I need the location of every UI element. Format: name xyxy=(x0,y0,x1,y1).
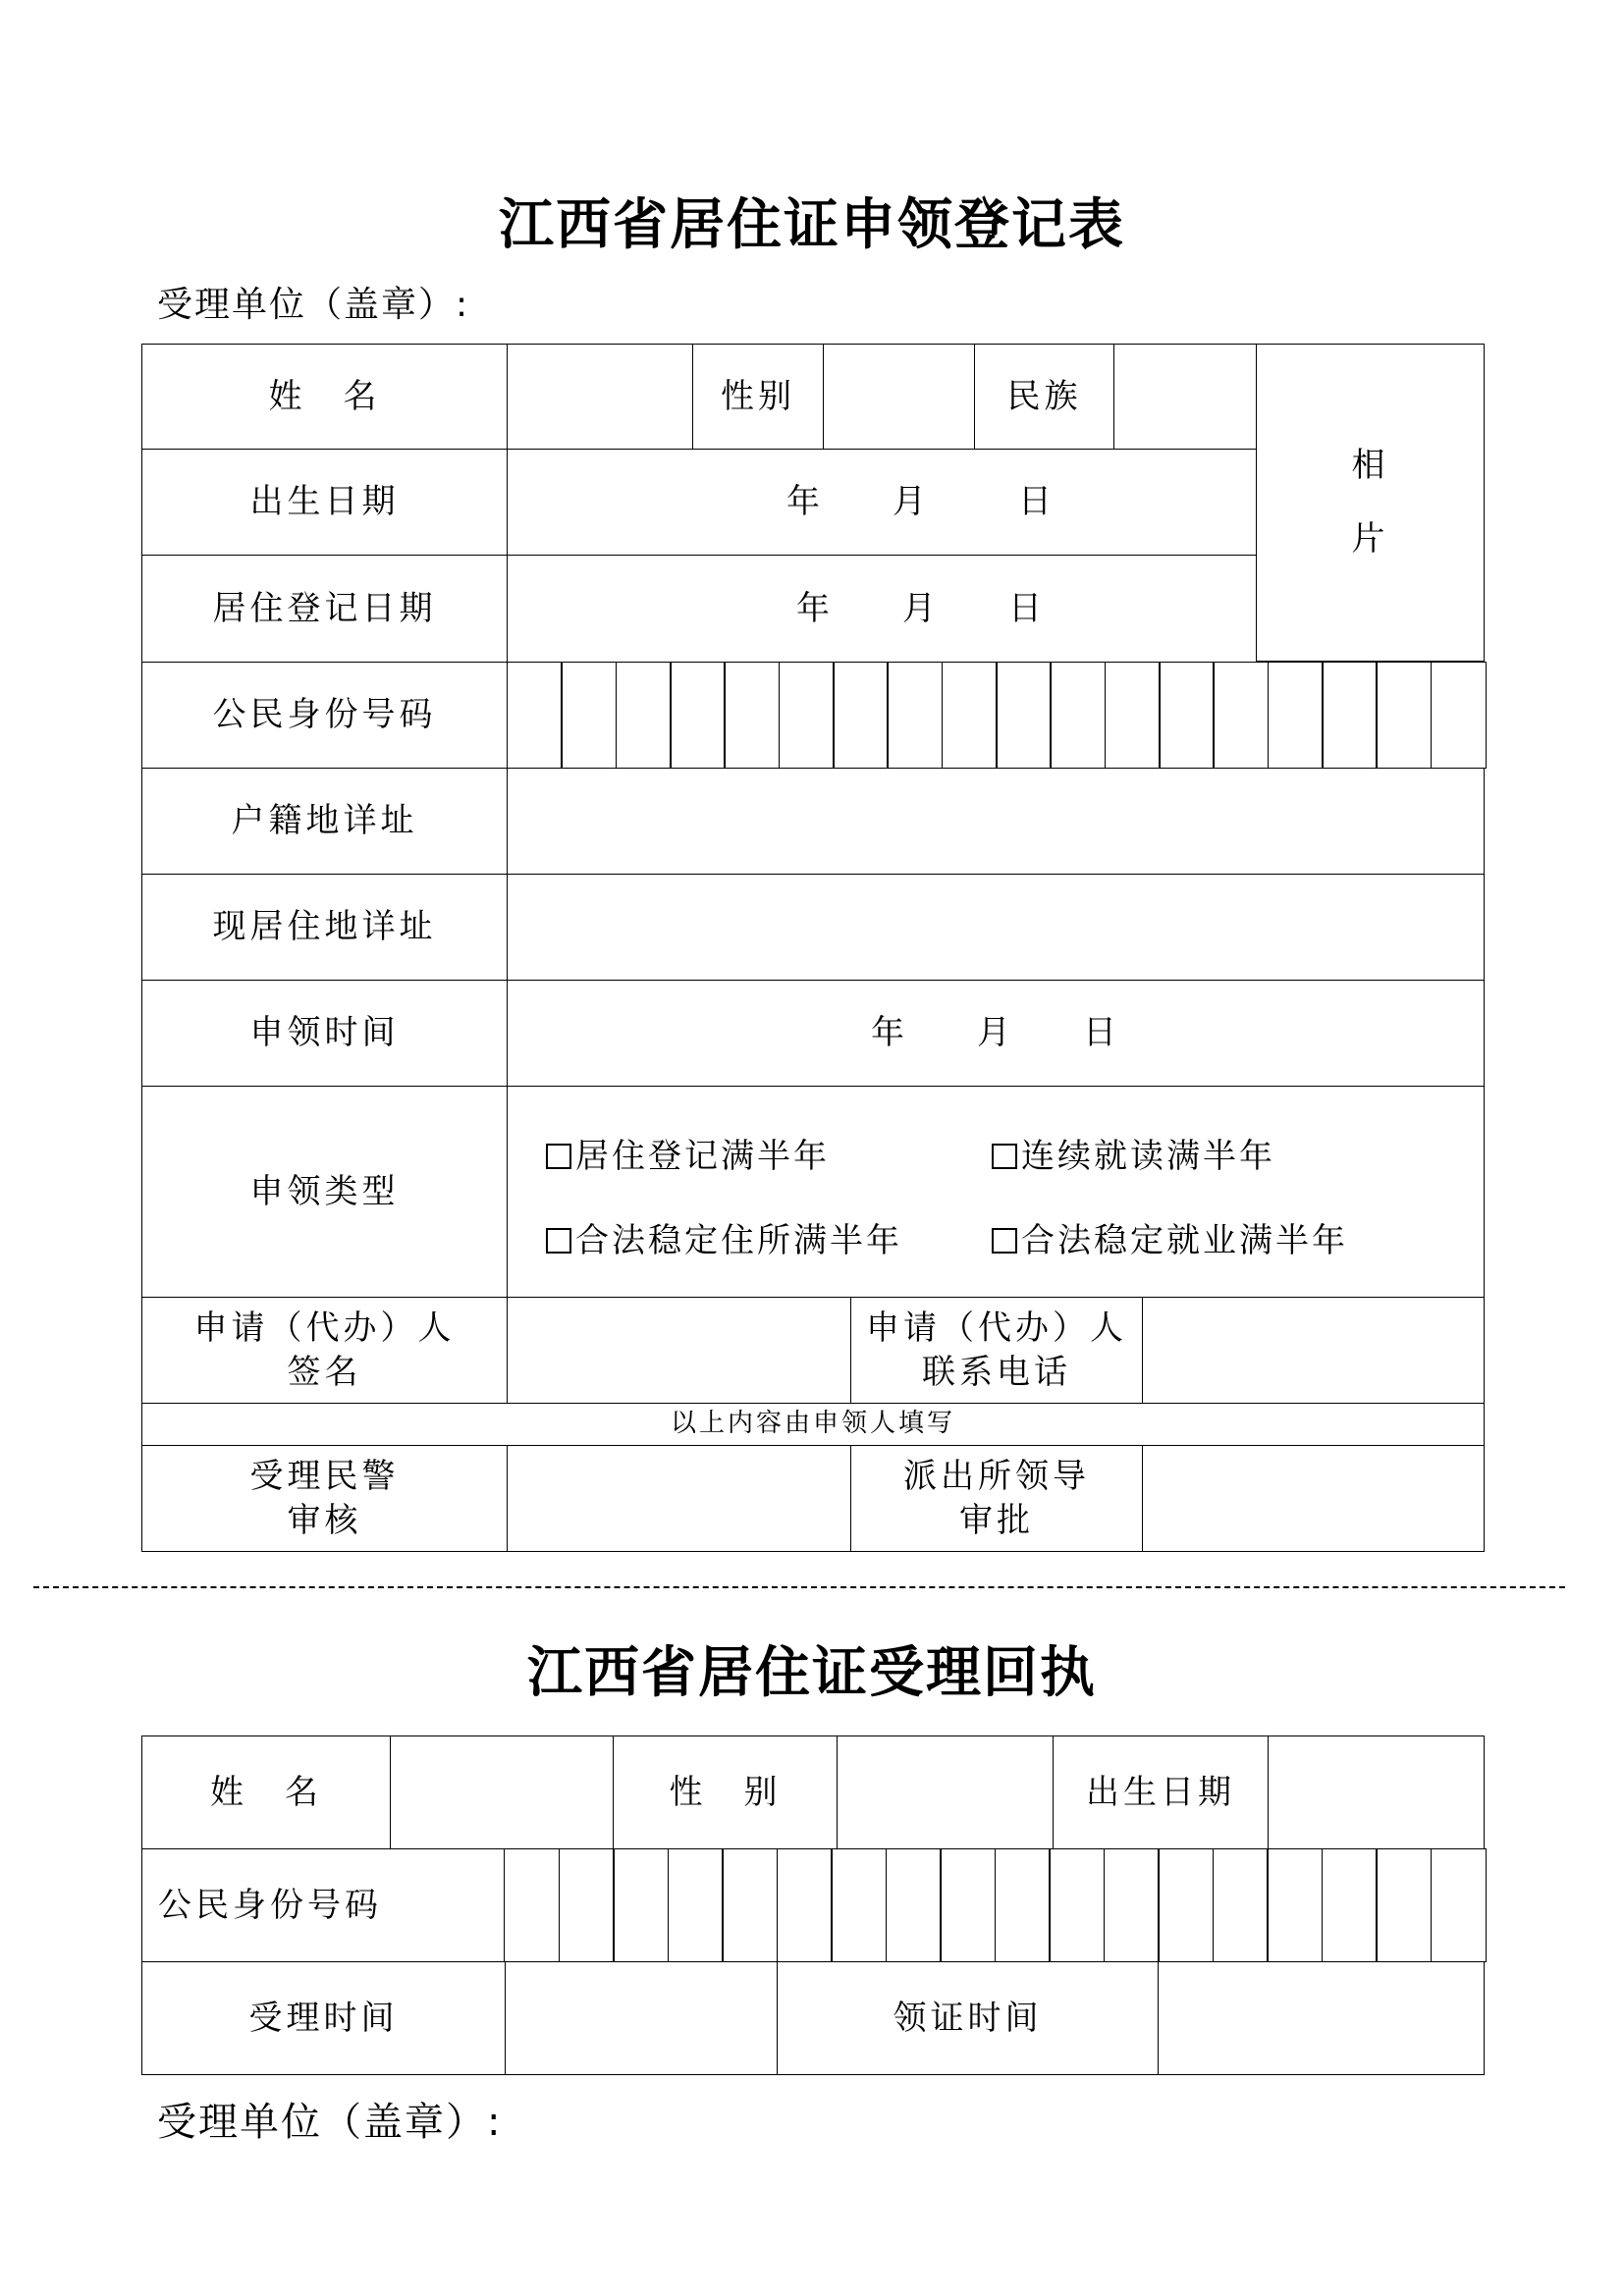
name-label: 姓 名 xyxy=(268,376,381,416)
current-addr-input[interactable] xyxy=(507,874,1485,981)
collect-time-label: 领证时间 xyxy=(893,1998,1043,2038)
id-digit-box[interactable] xyxy=(942,662,998,769)
officer-label-line1: 受理民警 xyxy=(249,1457,400,1497)
receipt-birth-label-cell xyxy=(1053,1735,1269,1849)
receipt-id-digit-row[interactable] xyxy=(504,1848,1485,1962)
receipt-name-label: 姓 名 xyxy=(210,1772,322,1812)
apply-time-input[interactable] xyxy=(507,980,1485,1087)
applicant-sign-label-cell xyxy=(141,1297,508,1404)
officer-label-cell xyxy=(141,1445,508,1552)
id-digit-box[interactable] xyxy=(722,1848,778,1962)
ethnicity-label-cell xyxy=(974,344,1114,450)
id-digit-box[interactable] xyxy=(940,1848,996,1962)
accept-time-input[interactable] xyxy=(505,1961,778,2075)
id-digit-box[interactable] xyxy=(1050,662,1106,769)
gender-input[interactable] xyxy=(823,344,975,450)
id-digit-box[interactable] xyxy=(504,1848,560,1962)
receipt-id-label: 公民身份号码 xyxy=(158,1885,382,1925)
id-digit-box[interactable] xyxy=(1159,662,1215,769)
officer-label-line2: 审核 xyxy=(287,1500,362,1540)
apply-type-label: 申领类型 xyxy=(249,1171,400,1211)
ethnicity-input[interactable] xyxy=(1113,344,1257,450)
birth-year-label: 年 xyxy=(786,482,824,522)
id-digit-box[interactable] xyxy=(777,1848,833,1962)
id-digit-row[interactable] xyxy=(507,662,1485,769)
apply-time-label-cell xyxy=(141,980,508,1087)
id-digit-box[interactable] xyxy=(670,662,726,769)
residence-month-label: 月 xyxy=(902,588,940,628)
id-digit-box[interactable] xyxy=(1268,662,1324,769)
receipt-id-label-cell xyxy=(141,1848,505,1962)
accept-time-label-cell xyxy=(141,1961,506,2075)
form2-unit-label: 受理单位（盖章）: xyxy=(157,2100,503,2145)
applicant-sign-label-line2: 签名 xyxy=(287,1352,362,1392)
leader-label-line1: 派出所领导 xyxy=(903,1457,1090,1497)
id-digit-box[interactable] xyxy=(668,1848,724,1962)
form-note: 以上内容由申领人填写 xyxy=(670,1409,955,1439)
name-input[interactable] xyxy=(507,344,693,450)
id-digit-box[interactable] xyxy=(1104,1848,1160,1962)
checkbox[interactable] xyxy=(546,1144,571,1169)
applicant-phone-input[interactable] xyxy=(1142,1297,1485,1404)
option-label: 居住登记满半年 xyxy=(575,1137,830,1176)
form2-title: 江西省居住证受理回执 xyxy=(527,1640,1097,1705)
residence-year-label: 年 xyxy=(796,588,834,628)
option-label: 合法稳定就业满半年 xyxy=(1021,1221,1348,1260)
gender-label-cell xyxy=(692,344,824,450)
apply-month-label: 月 xyxy=(977,1013,1014,1053)
receipt-gender-label: 性 别 xyxy=(669,1772,782,1812)
id-digit-box[interactable] xyxy=(1431,1848,1487,1962)
checkbox[interactable] xyxy=(992,1228,1017,1254)
residence-reg-label-cell xyxy=(141,555,508,663)
id-digit-box[interactable] xyxy=(559,1848,615,1962)
applicant-sign-input[interactable] xyxy=(507,1297,851,1404)
id-digit-box[interactable] xyxy=(1049,1848,1105,1962)
birth-date-input[interactable] xyxy=(507,449,1257,556)
receipt-gender-input[interactable] xyxy=(837,1735,1054,1849)
option-continuous-study[interactable] xyxy=(992,1129,1275,1177)
form-note-cell xyxy=(141,1403,1485,1446)
form1-unit-label: 受理单位（盖章）: xyxy=(157,285,470,325)
option-label: 合法稳定住所满半年 xyxy=(575,1221,902,1260)
id-digit-box[interactable] xyxy=(1322,662,1378,769)
photo-label: 相 片 xyxy=(1351,445,1389,559)
birth-day-label: 日 xyxy=(1018,482,1056,522)
option-residence-reg[interactable] xyxy=(546,1129,830,1177)
birth-month-label: 月 xyxy=(893,482,930,522)
residence-reg-label: 居住登记日期 xyxy=(212,588,437,628)
id-digit-box[interactable] xyxy=(1267,1848,1323,1962)
ethnicity-label: 民族 xyxy=(1006,376,1082,416)
receipt-name-input[interactable] xyxy=(390,1735,614,1849)
photo-cell[interactable] xyxy=(1256,344,1485,662)
receipt-birth-label: 出生日期 xyxy=(1086,1772,1235,1812)
receipt-birth-input[interactable] xyxy=(1268,1735,1485,1849)
checkbox[interactable] xyxy=(992,1144,1017,1169)
id-digit-box[interactable] xyxy=(996,662,1052,769)
current-addr-label-cell xyxy=(141,874,508,981)
id-digit-box[interactable] xyxy=(507,662,563,769)
apply-type-label-cell xyxy=(141,1086,508,1298)
gender-label: 性别 xyxy=(721,376,795,416)
option-stable-employment[interactable] xyxy=(992,1213,1348,1261)
receipt-name-label-cell xyxy=(141,1735,391,1849)
id-label: 公民身份号码 xyxy=(212,695,437,735)
id-digit-box[interactable] xyxy=(886,1848,942,1962)
officer-review-input[interactable] xyxy=(507,1445,851,1552)
id-digit-box[interactable] xyxy=(1213,1848,1269,1962)
id-digit-box[interactable] xyxy=(833,662,889,769)
applicant-phone-label-line2: 联系电话 xyxy=(922,1352,1071,1392)
id-digit-box[interactable] xyxy=(995,1848,1051,1962)
receipt-gender-label-cell xyxy=(613,1735,838,1849)
id-digit-box[interactable] xyxy=(1376,1848,1432,1962)
hukou-label: 户籍地详址 xyxy=(231,801,418,841)
accept-time-label: 受理时间 xyxy=(248,1998,399,2038)
apply-year-label: 年 xyxy=(871,1013,908,1053)
option-label: 连续就读满半年 xyxy=(1021,1137,1275,1176)
option-stable-residence[interactable] xyxy=(546,1213,902,1261)
applicant-sign-label-line1: 申请（代办）人 xyxy=(193,1308,456,1349)
id-digit-box[interactable] xyxy=(724,662,780,769)
id-digit-box[interactable] xyxy=(779,662,835,769)
name-label-cell xyxy=(141,344,508,450)
id-digit-box[interactable] xyxy=(1322,1848,1378,1962)
id-label-cell xyxy=(141,662,508,769)
id-digit-box[interactable] xyxy=(1376,662,1432,769)
birth-label-cell xyxy=(141,449,508,556)
id-digit-box[interactable] xyxy=(1213,662,1269,769)
cut-line xyxy=(33,1586,1565,1588)
hukou-input[interactable] xyxy=(507,768,1485,875)
residence-day-label: 日 xyxy=(1008,588,1046,628)
birth-label: 出生日期 xyxy=(249,482,400,522)
apply-type-options-cell xyxy=(507,1086,1485,1298)
collect-time-input[interactable] xyxy=(1158,1961,1485,2075)
id-digit-box[interactable] xyxy=(616,662,672,769)
applicant-phone-label-line1: 申请（代办）人 xyxy=(866,1308,1127,1349)
current-addr-label: 现居住地详址 xyxy=(212,907,437,947)
residence-reg-date-input[interactable] xyxy=(507,555,1257,663)
leader-label-cell xyxy=(850,1445,1143,1552)
leader-label-line2: 审批 xyxy=(959,1500,1034,1540)
id-digit-box[interactable] xyxy=(831,1848,887,1962)
leader-approval-input[interactable] xyxy=(1142,1445,1485,1552)
checkbox[interactable] xyxy=(546,1228,571,1254)
form1-title: 江西省居住证申领登记表 xyxy=(499,192,1125,257)
apply-day-label: 日 xyxy=(1083,1013,1120,1053)
id-digit-box[interactable] xyxy=(613,1848,669,1962)
collect-time-label-cell xyxy=(777,1961,1159,2075)
applicant-phone-label-cell xyxy=(850,1297,1143,1404)
id-digit-box[interactable] xyxy=(1431,662,1487,769)
hukou-label-cell xyxy=(141,768,508,875)
id-digit-box[interactable] xyxy=(1158,1848,1214,1962)
id-digit-box[interactable] xyxy=(887,662,943,769)
apply-time-label: 申领时间 xyxy=(249,1013,400,1053)
id-digit-box[interactable] xyxy=(561,662,617,769)
id-digit-box[interactable] xyxy=(1105,662,1161,769)
